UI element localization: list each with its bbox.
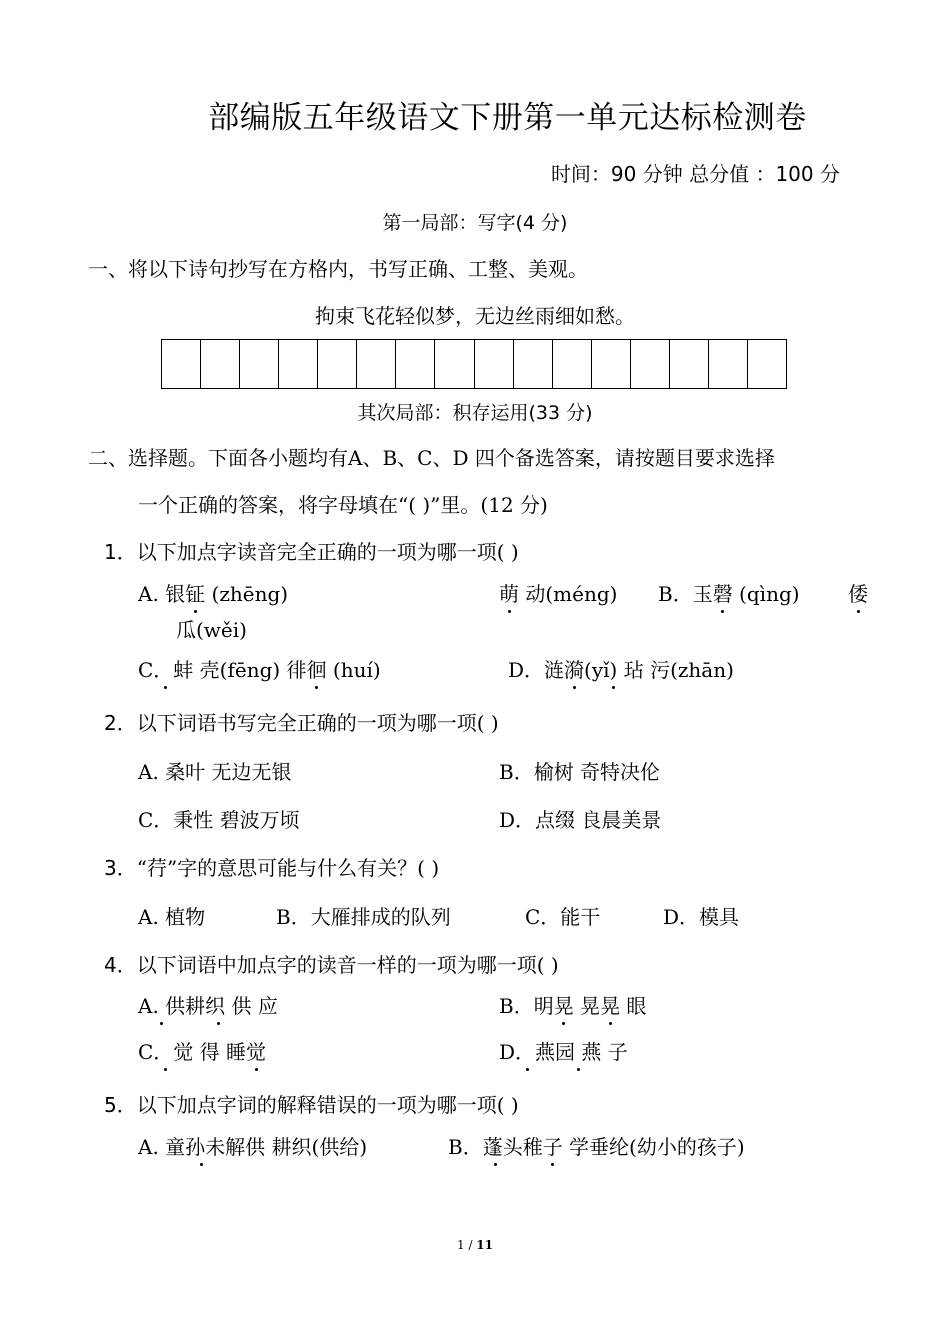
question-2 [104, 707, 499, 736]
grid-cell[interactable] [435, 340, 474, 388]
grid-cell[interactable] [201, 340, 240, 388]
q2-option-d[interactable]: D．点缀 良晨美景 [499, 808, 662, 832]
page-total: 11 [476, 1238, 493, 1252]
q1-option-c[interactable]: C．蚌 壳(fēng) 徘徊 (huí) [138, 654, 381, 683]
question-3 [104, 852, 439, 881]
q1-option-a[interactable]: A. 银钲 (zhēng) [138, 578, 288, 607]
exam-meta: 时间：90 分钟 总分值 ：100 分 [550, 162, 840, 186]
q4-option-d[interactable]: D．燕园 燕 子 [499, 1036, 628, 1065]
grid-cell[interactable] [592, 340, 631, 388]
question-number: 2． [104, 711, 137, 735]
grid-cell[interactable] [318, 340, 357, 388]
grid-cell[interactable] [670, 340, 709, 388]
q4-option-b[interactable]: B．明晃 晃晃 眼 [499, 990, 646, 1019]
question-number: 3． [104, 856, 137, 880]
grid-cell[interactable] [357, 340, 396, 388]
page-title: 部编版五年级语文下册第一单元达标检测卷 [208, 100, 807, 136]
q3-option-c[interactable]: C．能干 [525, 905, 601, 929]
question-stem: 以下词语书写完全正确的一项为哪一项( ) [136, 711, 499, 735]
page-footer [0, 1238, 950, 1252]
part2-instruction-cont: 一个正确的答案，将字母填在“( )”里。(12 分) [138, 493, 548, 517]
grid-cell[interactable] [709, 340, 748, 388]
grid-cell[interactable] [514, 340, 553, 388]
question-number: 4． [104, 953, 137, 977]
question-1 [104, 536, 519, 565]
writing-grid[interactable] [161, 339, 787, 389]
page-separator: / [464, 1238, 477, 1252]
question-5 [104, 1089, 519, 1118]
q1-option-b-cont: 倭 [848, 578, 868, 607]
q3-option-d[interactable]: D．模具 [663, 905, 740, 929]
q2-option-b[interactable]: B．榆树 奇特决伦 [499, 760, 661, 784]
q2-option-c[interactable]: C．秉性 碧波万顷 [138, 808, 300, 832]
part1-heading: 第一局部：写字(4 分) [382, 212, 568, 234]
q2-option-a[interactable]: A. 桑叶 无边无银 [138, 760, 292, 784]
part1-instruction: 一、将以下诗句抄写在方格内，书写正确、工整、美观。 [88, 257, 588, 281]
q3-option-b[interactable]: B．大雁排成的队列 [276, 905, 451, 929]
question-stem: “荇”字的意思可能与什么有关？( ) [136, 856, 440, 880]
page-number: 1 [456, 1238, 465, 1252]
grid-cell[interactable] [162, 340, 201, 388]
question-number: 5． [104, 1093, 137, 1117]
q1-option-a-cont: 萌 动(méng) [499, 578, 617, 607]
grid-cell[interactable] [240, 340, 279, 388]
question-number: 1． [104, 540, 137, 564]
q4-option-a[interactable]: A. 供耕织 供 应 [138, 990, 278, 1019]
q5-option-a[interactable]: A. 童孙未解供 耕织(供给) [138, 1131, 367, 1160]
q1-option-b[interactable]: B．玉磬 (qìng) [658, 578, 800, 607]
q1-option-b-wrap: 瓜(wěi) [176, 618, 247, 642]
grid-cell[interactable] [396, 340, 435, 388]
grid-cell[interactable] [631, 340, 670, 388]
question-stem: 以下加点字读音完全正确的一项为哪一项( ) [136, 540, 519, 564]
q5-option-b[interactable]: B．蓬头稚子 学垂纶(幼小的孩子) [448, 1131, 745, 1160]
grid-cell[interactable] [553, 340, 592, 388]
part2-heading: 其次局部：积存运用(33 分) [357, 402, 593, 424]
question-stem: 以下加点字词的解释错误的一项为哪一项( ) [136, 1093, 519, 1117]
part2-instruction: 二、选择题。下面各小题均有A、B、C、D 四个备选答案，请按题目要求选择 [88, 446, 775, 470]
q3-option-a[interactable]: A. 植物 [138, 905, 206, 929]
q1-option-d[interactable]: D．涟漪(yǐ) 玷 污(zhān) [508, 654, 734, 683]
grid-cell[interactable] [475, 340, 514, 388]
question-4 [104, 949, 559, 978]
question-stem: 以下词语中加点字的读音一样的一项为哪一项( ) [136, 953, 559, 977]
grid-cell[interactable] [748, 340, 786, 388]
grid-cell[interactable] [279, 340, 318, 388]
poem-line: 拘束飞花轻似梦，无边丝雨细如愁。 [315, 304, 635, 328]
q4-option-c[interactable]: C．觉 得 睡觉 [138, 1036, 266, 1065]
